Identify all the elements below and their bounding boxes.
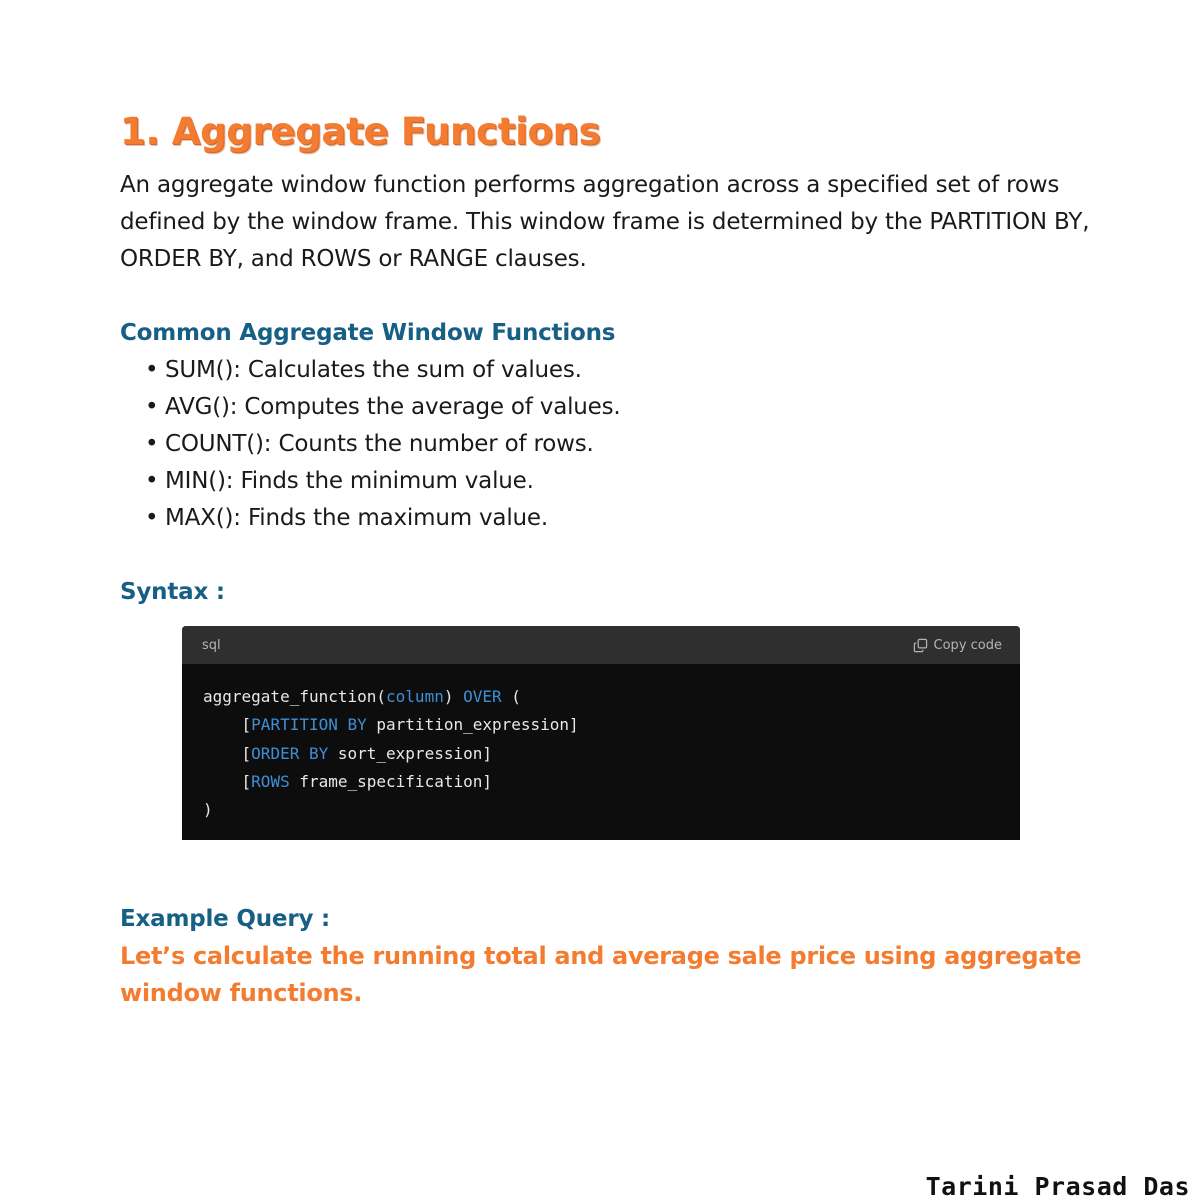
list-item — [145, 426, 621, 463]
code-text: [ — [203, 743, 252, 763]
list-item-text: SUM(): Calculates the sum of values. — [165, 357, 582, 383]
page-title: 1. Aggregate Functions — [120, 110, 601, 153]
list-item — [145, 500, 621, 537]
code-text: sort_expression] — [328, 743, 492, 763]
code-keyword: PARTITION BY — [251, 715, 367, 735]
bullet-icon: • — [145, 468, 159, 494]
code-block — [182, 626, 1020, 840]
list-item — [145, 463, 621, 500]
code-line — [203, 744, 492, 763]
code-text: ) — [203, 800, 213, 820]
bullet-icon: • — [145, 505, 159, 531]
bullet-icon: • — [145, 357, 159, 383]
code-line — [203, 772, 492, 791]
example-heading: Example Query : — [120, 906, 331, 932]
code-text: aggregate_function( — [203, 687, 387, 706]
code-content[interactable] — [182, 664, 1020, 824]
author-name: Tarini Prasad Das — [925, 1172, 1190, 1201]
code-language-label: sql — [202, 637, 221, 653]
example-description: Let’s calculate the running total and average sale price using aggregate window functions. — [120, 942, 1082, 1007]
function-list — [145, 352, 621, 537]
intro-paragraph: An aggregate window function performs aggregation across a specified set of rows defined by the window frame. This window frame is determined by the PARTITION BY, ORDER BY, and ROWS or RANGE clauses. — [120, 172, 1090, 272]
copy-code-label: Copy code — [933, 637, 1002, 653]
code-text: ) — [443, 687, 464, 706]
code-text: [ — [203, 771, 252, 791]
bullet-icon: • — [145, 431, 159, 457]
code-line — [203, 715, 579, 734]
common-functions-heading: Common Aggregate Window Functions — [120, 320, 616, 346]
bullet-icon: • — [145, 394, 159, 420]
code-keyword: ROWS — [251, 771, 290, 791]
code-line — [203, 800, 213, 819]
list-item-text: AVG(): Computes the average of values. — [165, 394, 621, 420]
code-text: ( — [501, 687, 521, 706]
list-item-text: MIN(): Finds the minimum value. — [165, 468, 534, 494]
copy-code-button[interactable] — [913, 638, 1002, 653]
list-item-text: COUNT(): Counts the number of rows. — [165, 431, 594, 457]
code-text: frame_specification] — [289, 771, 492, 791]
list-item — [145, 389, 621, 426]
list-item-text: MAX(): Finds the maximum value. — [165, 505, 548, 531]
syntax-heading: Syntax : — [120, 579, 225, 605]
code-keyword: ORDER BY — [251, 743, 329, 763]
list-item — [145, 352, 621, 389]
copy-icon — [913, 638, 928, 653]
code-text: partition_expression] — [366, 715, 579, 735]
code-header — [182, 626, 1020, 664]
code-line — [203, 687, 521, 706]
code-keyword: column — [386, 687, 444, 706]
code-text: [ — [203, 715, 252, 735]
code-keyword: OVER — [463, 687, 502, 706]
